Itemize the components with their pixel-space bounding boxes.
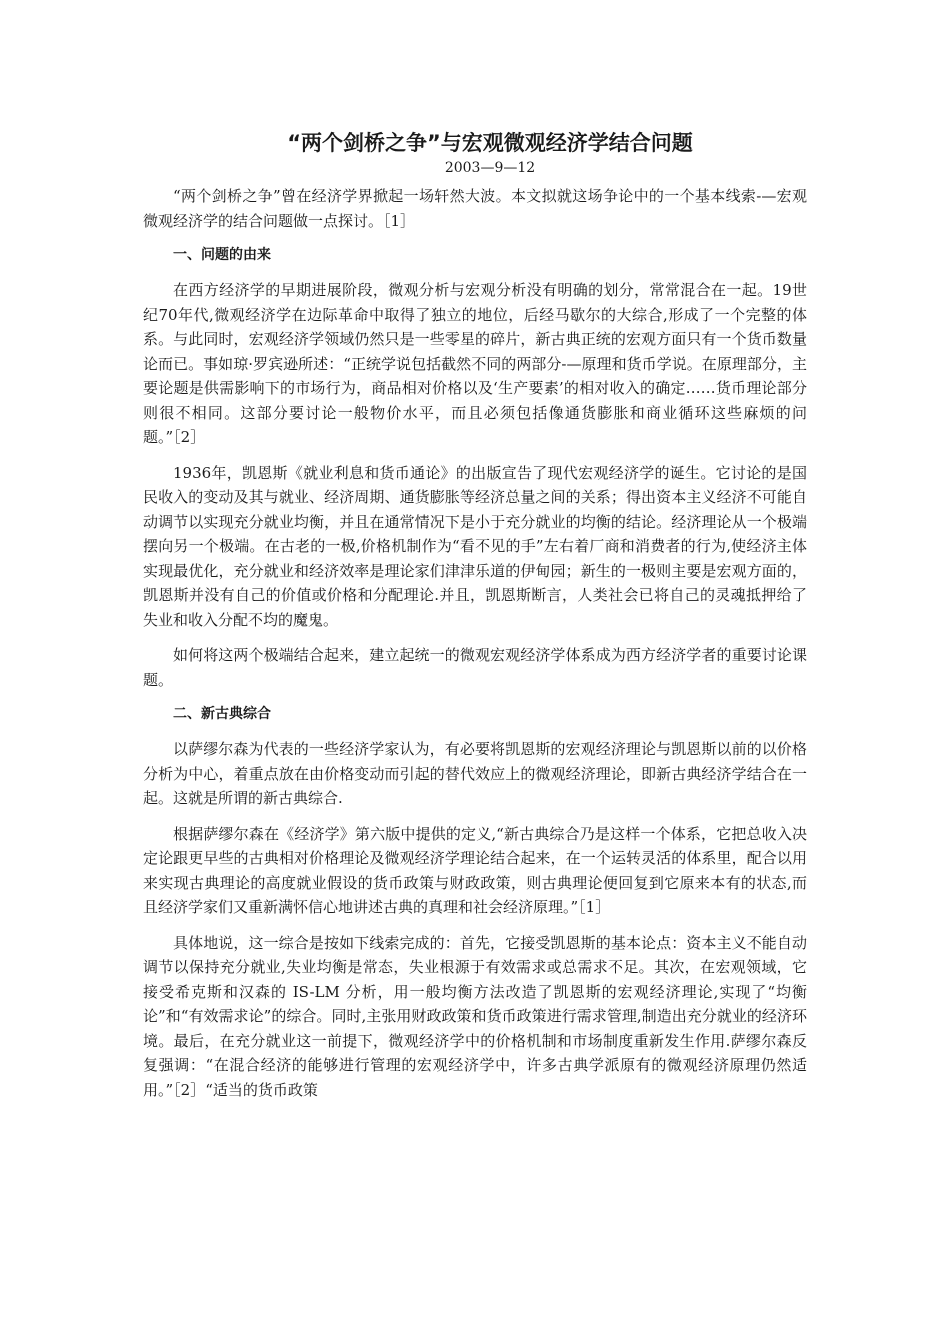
document-date: 2003—9—12 <box>444 160 536 176</box>
section1-paragraph-3: 如何将这两个极端结合起来，建立起统一的微观宏观经济学体系成为西方经济学者的重要讨论课题。 <box>143 646 807 689</box>
section2-paragraph-2: 根据萨缪尔森在《经济学》第六版中提供的定义,“新古典综合乃是这样一个体系，它把总收入决定论跟更早些的古典相对价格理论及微观经济学理论结合起来，在一个运转灵活的体系里，配合以用来实现古典理论的高度就业假设的货币政策与财政政策，则古典理论便回复到它原来本有的状态,而且经济学家们又重新满怀信心地讲述古典的真理和社会经济原理。”［1］ <box>143 824 807 916</box>
section-heading-neoclassical-synthesis: 二、新古典综合 <box>173 706 271 722</box>
section1-paragraph-1: 在西方经济学的早期进展阶段，微观分析与宏观分析没有明确的划分，常常混合在一起。19世纪70年代,微观经济学在边际革命中取得了独立的地位，后经马歇尔的大综合,形成了一个完整的体系。与此同时，宏观经济学领域仍然只是一些零星的碎片，新古典正统的宏观方面只有一个货币数量论而已。事如琼·罗宾逊所述：“正统学说包括截然不同的两部分-—原理和货币学说。在原理部分，主要论题是供需影响下的市场行为，商品相对价格以及‘生产要素’的相对收入的确定……货币理论部分则很不相同。这部分要讨论一般物价水平，而且必须包括像通货膨胀和商业循环这些麻烦的问题。”［2］ <box>143 281 807 446</box>
section2-paragraph-1: 以萨缪尔森为代表的一些经济学家认为，有必要将凯恩斯的宏观经济理论与凯恩斯以前的以价格分析为中心，着重点放在由价格变动而引起的替代效应上的微观经济理论，即新古典经济学结合在一起。这就是所谓的新古典综合. <box>143 740 807 807</box>
intro-paragraph: “两个剑桥之争”曾在经济学界掀起一场轩然大波。本文拟就这场争论中的一个基本线索-—宏观微观经济学的结合问题做一点探讨。［1］ <box>143 187 807 230</box>
document-title: “两个剑桥之争”与宏观微观经济学结合问题 <box>287 131 693 155</box>
section1-paragraph-2: 1936年，凯恩斯《就业利息和货币通论》的出版宣告了现代宏观经济学的诞生。它讨论的是国民收入的变动及其与就业、经济周期、通货膨胀等经济总量之间的关系；得出资本主义经济不可能自动调节以实现充分就业均衡，并且在通常情况下是小于充分就业的均衡的结论。经济理论从一个极端摆向另一个极端。在古老的一极,价格机制作为“看不见的手”左右着厂商和消费者的行为,使经济主体实现最优化，充分就业和经济效率是理论家们津津乐道的伊甸园；新生的一极则主要是宏观方面的，凯恩斯并没有自己的价值或价格和分配理论.并且，凯恩斯断言，人类社会已将自己的灵魂抵押给了失业和收入分配不均的魔鬼。 <box>143 463 807 629</box>
section2-paragraph-3: 具体地说，这一综合是按如下线索完成的：首先，它接受凯恩斯的基本论点：资本主义不能自动调节以保持充分就业,失业均衡是常态，失业根源于有效需求或总需求不足。其次，在宏观领域，它接受希克斯和汉森的 IS-LM 分析，用一般均衡方法改造了凯恩斯的宏观经济理论,实现了“均衡论”和“有效需求论”的综合。同时,主张用财政政策和货币政策进行需求管理,制造出充分就业的经济环境。最后，在充分就业这一前提下，微观经济学中的价格机制和市场制度重新发生作用.萨缪尔森反复强调：“在混合经济的能够进行管理的宏观经济学中，许多古典学派原有的微观经济原理仍然适用。”［2］“适当的货币政策 <box>143 933 807 1099</box>
section-heading-origin: 一、问题的由来 <box>173 247 271 263</box>
document-page <box>143 128 807 1113</box>
